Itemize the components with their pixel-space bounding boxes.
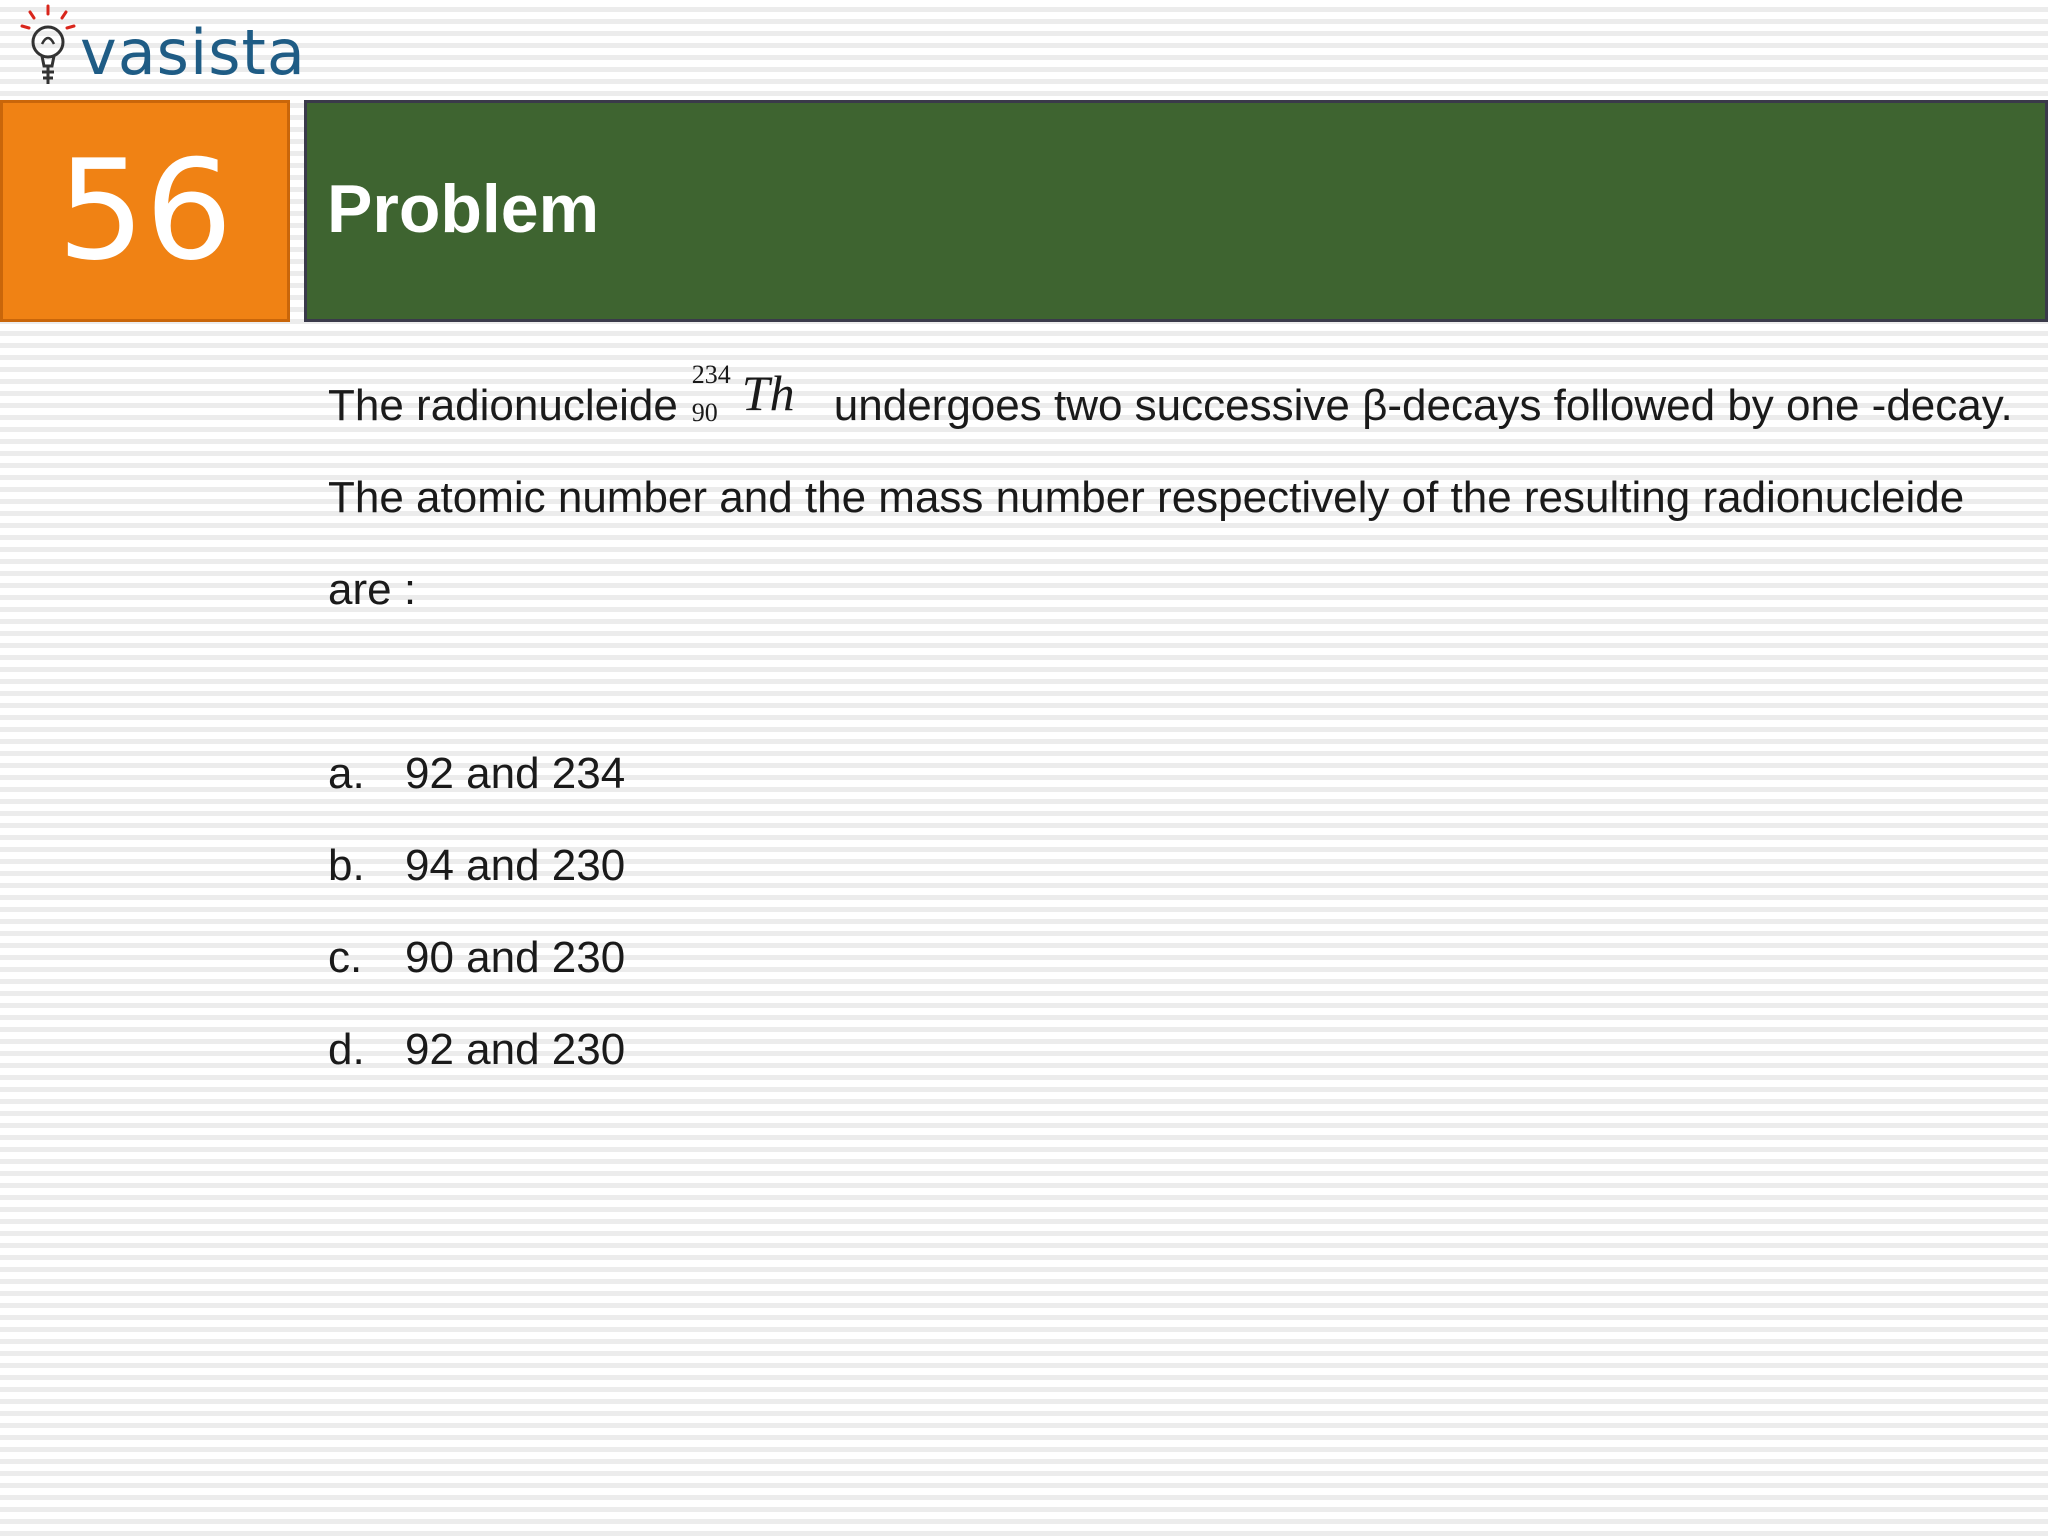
option-text: 94 and 230 xyxy=(405,841,626,890)
option-d xyxy=(328,1004,2018,1096)
question-body-text: undergoes two successive β-decays followed by one -decay. The atomic number and the mass number respectively of the resulting radionucleide are : xyxy=(328,381,2013,614)
vasista-logo xyxy=(18,4,306,96)
option-a xyxy=(328,728,2018,820)
nuclide-mass-number: 234 xyxy=(691,360,731,389)
slide-title: Problem xyxy=(327,171,600,247)
option-letter: d. xyxy=(328,1025,365,1074)
option-c xyxy=(328,912,2018,1004)
option-text: 92 and 230 xyxy=(405,1025,626,1074)
nuclide-atomic-number: 90 xyxy=(691,398,718,427)
slide-content xyxy=(328,360,2018,1096)
nuclide-symbol: Th xyxy=(741,365,795,421)
option-text: 92 and 234 xyxy=(405,749,626,798)
lightbulb-icon xyxy=(18,4,80,96)
option-text: 90 and 230 xyxy=(405,933,626,982)
slide-number-box xyxy=(0,100,290,322)
logo-wordmark: vasista xyxy=(80,16,306,89)
option-letter: b. xyxy=(328,841,365,890)
question-text xyxy=(328,360,2018,636)
answer-options xyxy=(328,728,2018,1096)
option-letter: a. xyxy=(328,749,365,798)
title-bar xyxy=(304,100,2048,322)
option-letter: c. xyxy=(328,933,363,982)
slide-number: 56 xyxy=(57,130,233,291)
thorium-nuclide-notation xyxy=(691,360,822,434)
option-b xyxy=(328,820,2018,912)
question-lead-text: The radionucleide xyxy=(328,381,678,430)
